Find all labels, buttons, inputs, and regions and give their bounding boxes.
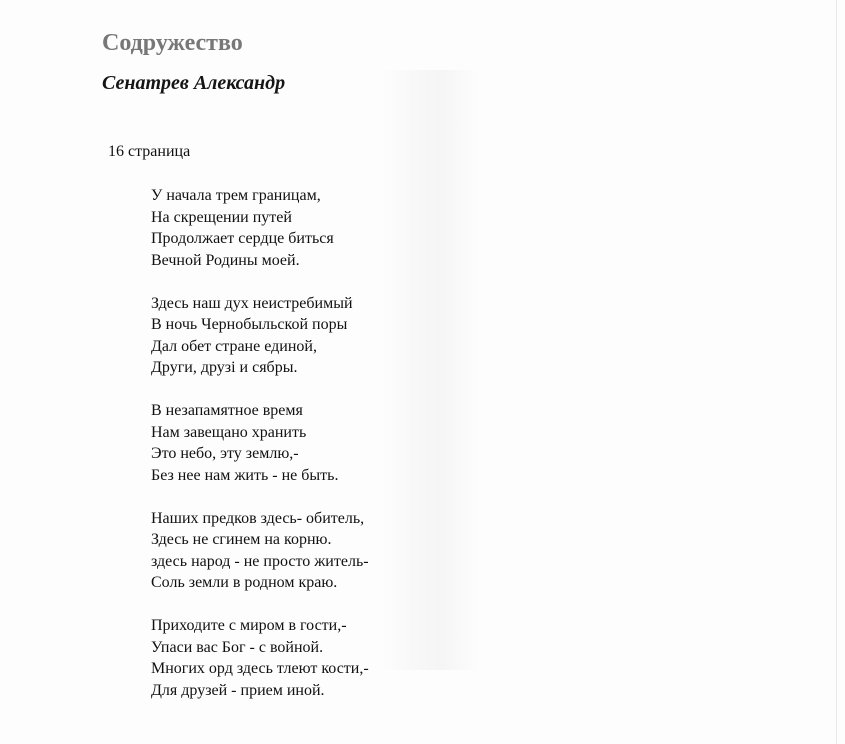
document-title: Содружество [102, 30, 243, 56]
poem-line: Дал обет стране единой, [151, 337, 317, 355]
poem-line: Наших предков здесь- обитель, [151, 509, 365, 527]
page-edge [836, 0, 837, 744]
poem-line: Соль земли в родном краю. [151, 574, 338, 591]
stanza-4 [151, 508, 451, 594]
poem-line: На скрещении путей [151, 208, 292, 226]
poem-line: Многих орд здесь тлеют кости,- [151, 660, 369, 677]
poem-line: Други, друзі и сябры. [151, 359, 298, 376]
poem-line: В незапамятное время [151, 402, 303, 419]
stanza-2 [151, 293, 451, 379]
page-number-label: 16 страница [108, 143, 191, 160]
poem-line: В ночь Чернобыльской поры [151, 316, 348, 333]
poem-line: У начала трем границам, [151, 187, 321, 204]
poem-line: здесь народ - не просто житель- [151, 552, 369, 570]
poem-line: Продолжает сердце биться [151, 230, 334, 247]
poem-body [151, 185, 451, 723]
document-author: Сенатрев Александр [102, 72, 286, 94]
stanza-5 [151, 615, 451, 701]
poem-line: Это небо, эту землю,- [151, 445, 299, 462]
stanza-1 [151, 185, 451, 271]
poem-line: Вечной Родины моей. [151, 251, 300, 269]
poem-line: Здесь наш дух неистребимый [151, 294, 353, 312]
poem-line: Здесь не сгинем на корню. [151, 531, 332, 548]
poem-line: Нам завещано хранить [151, 423, 307, 441]
poem-line: Без нее нам жить - не быть. [151, 466, 339, 484]
poem-line: Для друзей - прием иной. [151, 681, 325, 699]
poem-line: Упаси вас Бог - с войной. [151, 638, 324, 656]
poem-line: Приходите с миром в гости,- [151, 617, 347, 634]
stanza-3 [151, 400, 451, 486]
